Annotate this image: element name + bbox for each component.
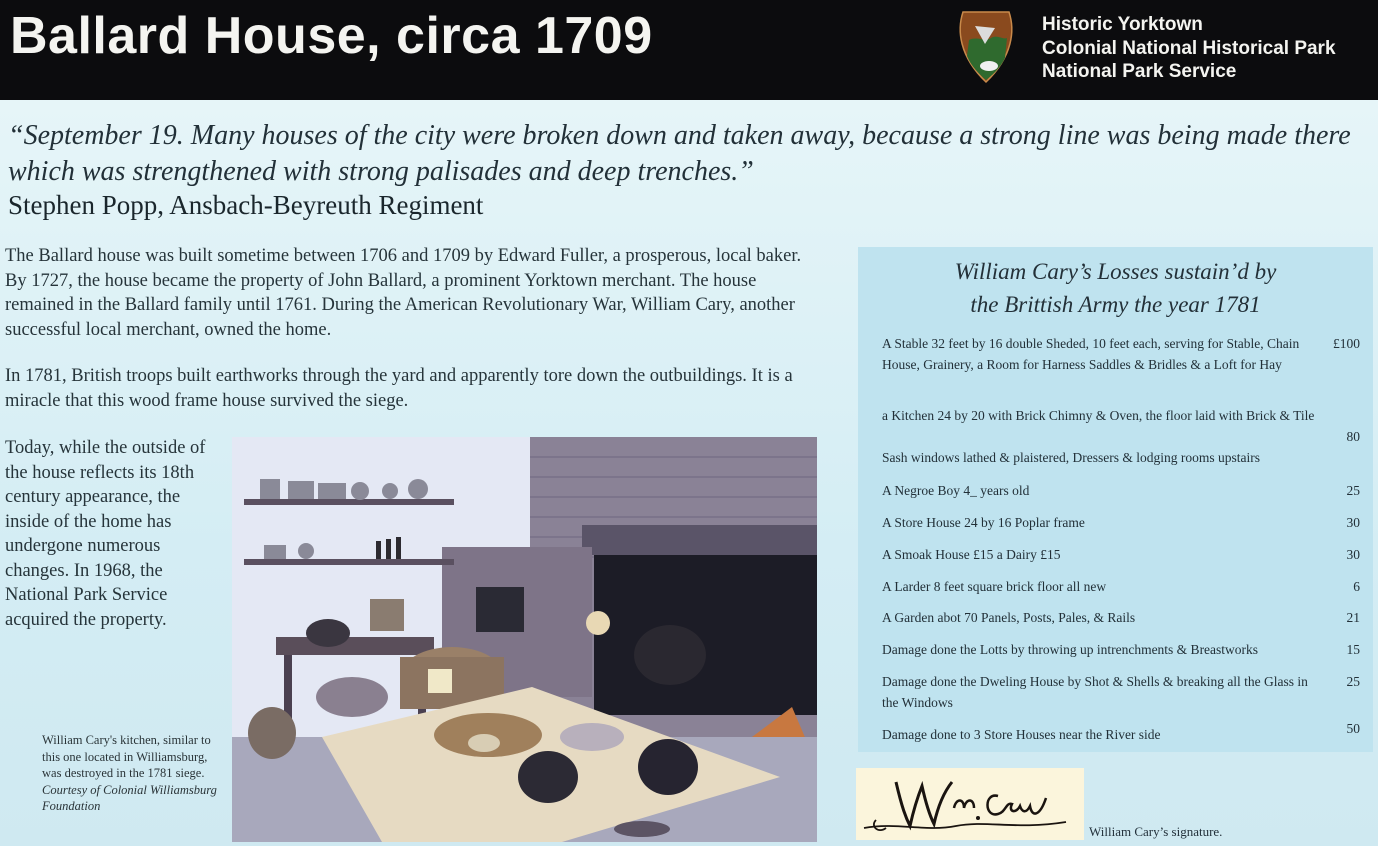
losses-title-line-2: the Brittish Army the year 1781 — [970, 292, 1261, 317]
loss-item — [882, 639, 1360, 660]
loss-item — [882, 512, 1360, 533]
losses-title-line-1: William Cary’s Losses sustain’d by — [954, 259, 1277, 284]
loss-item — [882, 721, 1360, 745]
loss-item-amount: £100 — [1333, 336, 1360, 351]
park-line-3: National Park Service — [1042, 61, 1237, 82]
loss-item-amount: 15 — [1346, 642, 1360, 657]
loss-item — [882, 671, 1360, 713]
signature-image — [856, 768, 1084, 840]
loss-item-amount: 30 — [1346, 547, 1360, 562]
loss-item-amount: 80 — [1346, 429, 1360, 444]
loss-item — [882, 607, 1360, 628]
photo-caption — [42, 732, 227, 815]
loss-item-text: Damage done to 3 Store Houses near the River side — [882, 727, 1161, 742]
loss-item-amount: 30 — [1346, 515, 1360, 530]
loss-item-text: Damage done the Dweling House by Shot & Shells & breaking all the Glass in the Windows — [882, 674, 1308, 710]
history-paragraph-1: The Ballard house was built sometime between 1706 and 1709 by Edward Fuller, a prosperous, local baker. By 1727, the house became the property of John Ballard, a prominent Yorktown merchant. The house remained in the Ballard family until 1761. During the American Revolutionary War, William Cary, another successful local merchant, owned the home. — [5, 246, 802, 340]
loss-item-text: A Smoak House £15 a Dairy £15 — [882, 547, 1061, 562]
signature-caption: William Cary’s signature. — [1089, 824, 1223, 839]
loss-item — [882, 576, 1360, 597]
page-title: Ballard House, circa 1709 — [10, 7, 653, 65]
losses-table — [858, 247, 1373, 752]
loss-item-text: A Store House 24 by 16 Poplar frame — [882, 515, 1085, 530]
photo-credit: Courtesy of Colonial Williamsburg Foundation — [42, 782, 217, 813]
loss-item — [882, 405, 1360, 444]
loss-item — [882, 544, 1360, 565]
loss-item-amount: 21 — [1346, 610, 1360, 625]
loss-item-text: A Garden abot 70 Panels, Posts, Pales, & Rails — [882, 610, 1136, 625]
loss-item-text: Damage done the Lotts by throwing up intrenchments & Breastworks — [882, 642, 1259, 657]
loss-item — [882, 447, 1352, 468]
loss-item-amount: 6 — [1353, 579, 1360, 594]
park-line-2: Colonial National Historical Park — [1042, 37, 1336, 59]
history-paragraph-2: In 1781, British troops built earthworks through the yard and apparently tore down the outbuildings. It is a miracle that this wood frame house survived the siege. — [5, 366, 793, 411]
park-line-1: Historic Yorktown — [1042, 14, 1203, 35]
popp-quote: “September 19. Many houses of the city were broken down and taken away, because a strong line was being made there which was strengthened with strong palisades and deep trenches.” — [8, 120, 1351, 187]
quote-author: Stephen Popp, Ansbach-Beyreuth Regiment — [8, 190, 484, 220]
park-affiliation — [1042, 13, 1336, 84]
loss-item-text: Sash windows lathed & plaistered, Dressers & lodging rooms upstairs — [882, 450, 1260, 465]
caption-text: William Cary's kitchen, similar to this one located in Williamsburg, was destroyed in the 1781 siege. — [42, 733, 211, 780]
loss-item-text: A Stable 32 feet by 16 double Sheded, 10 feet each, serving for Stable, Chain House, Grainery, a Room for Harness Saddles & Bridles & a Loft for Hay — [882, 336, 1300, 372]
losses-title — [858, 255, 1373, 321]
kitchen-photo — [232, 437, 817, 842]
loss-item-text: A Larder 8 feet square brick floor all new — [882, 579, 1107, 594]
loss-item — [882, 333, 1360, 375]
loss-item — [882, 480, 1360, 501]
loss-item-amount: 25 — [1346, 483, 1360, 498]
header-banner — [0, 0, 1378, 100]
signature-drawing — [856, 768, 1084, 840]
loss-item-amount: 50 — [1346, 721, 1360, 736]
nps-arrowhead-logo — [955, 10, 1017, 84]
history-paragraph-3: Today, while the outside of the house reflects its 18th century appearance, the inside of the home has undergone numerous changes. In 1968, the National Park Service acquired the property. — [5, 438, 206, 630]
kitchen-illustration — [232, 437, 817, 842]
loss-item-text: a Kitchen 24 by 20 with Brick Chimny & Oven, the floor laid with Brick & Tile — [882, 408, 1315, 423]
loss-item-amount: 25 — [1346, 674, 1360, 689]
loss-item-text: A Negroe Boy 4_ years old — [882, 483, 1030, 498]
